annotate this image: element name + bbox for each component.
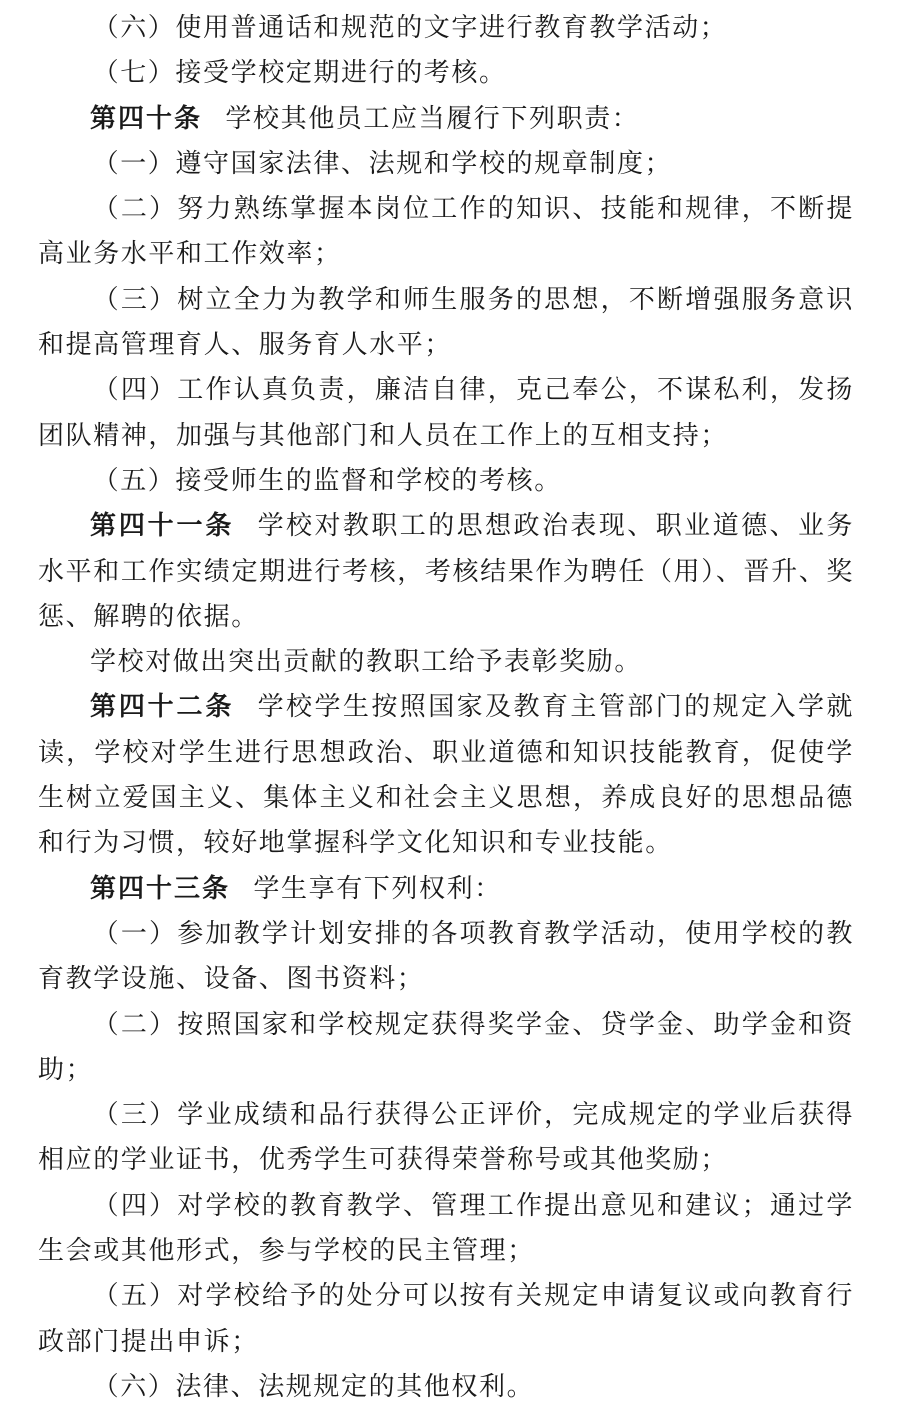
clause-paragraph: （二）努力熟练掌握本岗位工作的知识、技能和规律，不断提高业务水平和工作效率； [38, 194, 854, 270]
clause-paragraph: （五）接受师生的监督和学校的考核。 [92, 465, 562, 496]
article-paragraph [38, 867, 854, 912]
clause-paragraph: （四）对学校的教育教学、管理工作提出意见和建议；通过学生会或其他形式，参与学校的民主管理； [38, 1190, 854, 1267]
clause-paragraph: （六）使用普通话和规范的文字进行教育教学活动； [92, 13, 728, 43]
clause-paragraph: （一）参加教学计划安排的各项教育教学活动，使用学校的教育教学设施、设备、图书资料； [38, 918, 854, 995]
clause-paragraph: （五）对学校给予的处分可以按有关规定申请复议或向教育行政部门提出申诉； [38, 1281, 854, 1357]
plain-paragraph: 学校对做出突出贡献的教职工给予表彰奖励。 [90, 647, 643, 678]
clause-paragraph: （七）接受学校定期进行的考核。 [92, 58, 507, 89]
article-paragraph [38, 504, 854, 640]
article-text: 学生享有下列权利： [253, 873, 502, 904]
clause-paragraph: （六）法律、法规规定的其他权利。 [92, 1371, 535, 1402]
article-text: 学校对教职工的思想政治表现、职业道德、业务水平和工作实绩定期进行考核，考核结果作为聘任（用）、晋升、奖惩、解聘的依据。 [38, 511, 854, 632]
clause-paragraph: （四）工作认真负责，廉洁自律，克己奉公，不谋私利，发扬团队精神，加强与其他部门和人员在工作上的互相支持； [38, 375, 854, 451]
article-text: 学校其他员工应当履行下列职责： [225, 103, 640, 134]
article-paragraph [38, 97, 854, 142]
article-text: 学校学生按照国家及教育主管部门的规定入学就读，学校对学生进行思想政治、职业道德和知识技能教育，促使学生树立爱国主义、集体主义和社会主义思想，养成良好的思想品德和行为习惯，较好地掌握科学文化知识和专业技能。 [38, 692, 854, 859]
article-paragraph [38, 685, 854, 866]
clause-paragraph: （三）学业成绩和品行获得公正评价，完成规定的学业后获得相应的学业证书，优秀学生可获得荣誉称号或其他奖励； [38, 1100, 854, 1176]
article-title: 第四十条 [90, 103, 203, 134]
clause-paragraph: （二）按照国家和学校规定获得奖学金、贷学金、助学金和资助； [38, 1009, 854, 1085]
clause-paragraph: （一）遵守国家法律、法规和学校的规章制度； [92, 148, 673, 179]
article-title: 第四十一条 [90, 511, 235, 542]
clause-paragraph: （三）树立全力为教学和师生服务的思想，不断增强服务意识和提高管理育人、服务育人水平； [38, 284, 854, 361]
article-title: 第四十三条 [90, 873, 231, 904]
article-title: 第四十二条 [90, 692, 235, 723]
